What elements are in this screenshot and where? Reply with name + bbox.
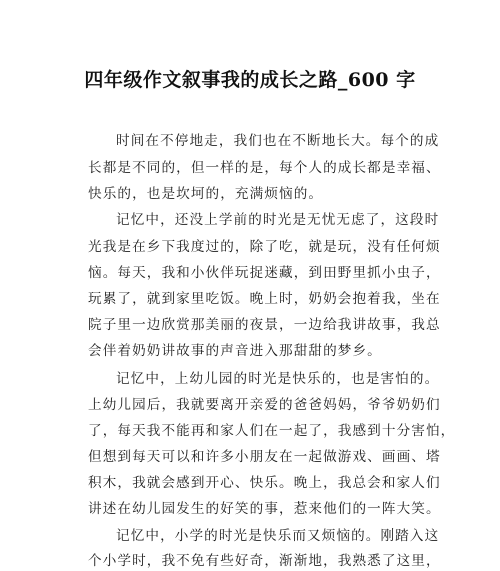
text-line: 长都是不同的，但一样的是，每个人的成长都是幸福、 [88, 160, 441, 176]
text-line: 但想到每天可以和许多小朋友在一起做游戏、画画、塔 [88, 449, 441, 465]
text-line: 记忆中，上幼儿园的时光是快乐的，也是害怕的。 [116, 371, 440, 387]
text-line: 恼。每天，我和小伙伴玩捉迷藏，到田野里抓小虫子， [88, 265, 441, 281]
text-line: 记忆中，还没上学前的时光是无忧无虑了，这段时 [116, 212, 440, 228]
text-line: 玩累了，就到家里吃饭。晚上时，奶奶会抱着我，坐在 [88, 291, 441, 307]
text-line: 上幼儿园后，我就要离开亲爱的爸爸妈妈，爷爷奶奶们 [88, 397, 441, 413]
page-title: 四年级作文叙事我的成长之路_600 字 [84, 69, 416, 91]
text-line: 快乐的，也是坎坷的，充满烦恼的。 [88, 186, 324, 202]
text-line: 记忆中，小学的时光是快乐而又烦恼的。刚踏入这 [116, 528, 440, 544]
text-line: 院子里一边欣赏那美丽的夜景，一边给我讲故事，我总 [88, 317, 441, 333]
text-line: 时间在不停地走，我们也在不断地长大。每个的成 [116, 133, 440, 149]
text-line: 讲述在幼儿园发生的好笑的事，惹来他们的一阵大笑。 [88, 501, 441, 517]
text-line: 光我是在乡下我度过的，除了吃，就是玩，没有任何烦 [88, 239, 441, 255]
text-line: 积木，我就会感到开心、快乐。晚上，我总会和家人们 [88, 475, 441, 491]
text-line: 个小学时，我不免有些好奇，渐渐地，我熟悉了这里， [88, 553, 441, 569]
text-line: 了，每天我不能再和家人们在一起了，我感到十分害怕， [88, 423, 456, 439]
text-line: 会伴着奶奶讲故事的声音进入那甜甜的梦乡。 [88, 343, 382, 359]
